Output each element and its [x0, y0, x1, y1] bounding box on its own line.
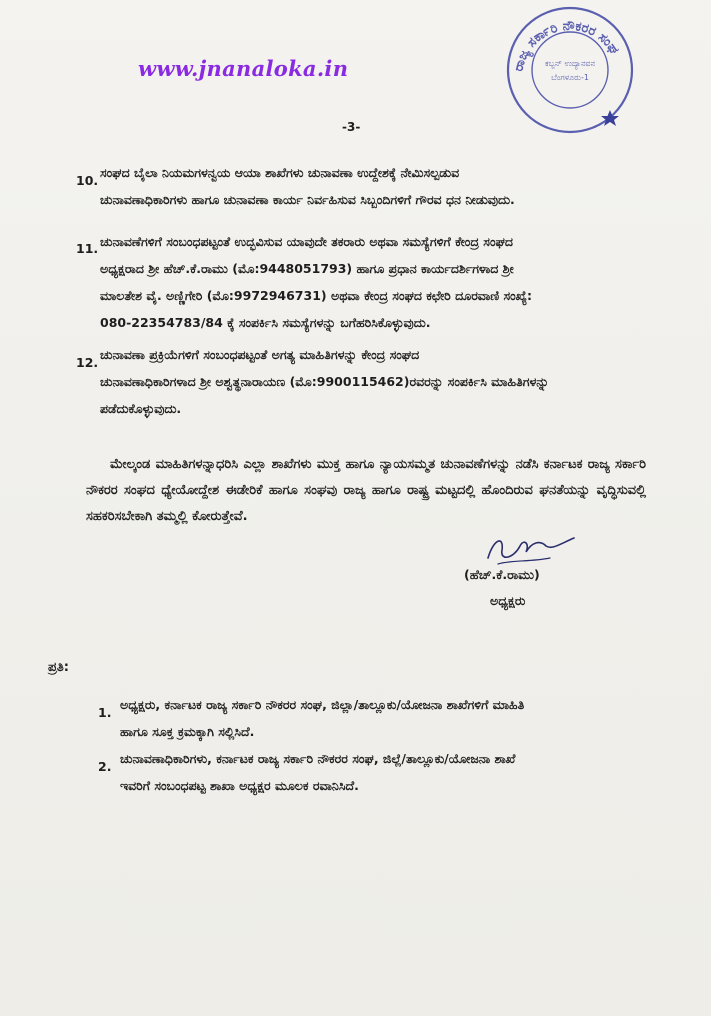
- item-line: ಮಾಲತೇಶ ವೈ. ಅಣ್ಣಿಗೇರಿ (ಮೊ:9972946731) ಅಥವಾ ಕೇಂದ್ರ ಸಂಘದ ಕಛೇರಿ ದೂರವಾಣಿ ಸಂಖ್ಯೆ:: [100, 288, 532, 303]
- official-seal: [500, 0, 640, 140]
- copy-item-2: [120, 745, 665, 799]
- item-number: 11.: [76, 241, 99, 256]
- seal-outer-text: ರಾಜ್ಯ ಸರ್ಕಾರಿ ನೌಕರರ ಸಂಘ: [511, 18, 622, 73]
- item-line: ಅಧ್ಯಕ್ಷರಾದ ಶ್ರೀ ಹೆಚ್.ಕೆ.ರಾಮು (ಮೊ:9448051793) ಹಾಗೂ ಪ್ರಧಾನ ಕಾರ್ಯದರ್ಶಿಗಳಾದ ಶ್ರೀ: [100, 261, 514, 276]
- item-line: ಚುನಾವಣಾಧಿಕಾರಿಗಳು ಹಾಗೂ ಚುನಾವಣಾ ಕಾರ್ಯ ನಿರ್ವಹಿಸುವ ಸಿಬ್ಬಂದಿಗಳಿಗೆ ಗೌರವ ಧನ ನೀಡುವುದು.: [100, 192, 515, 207]
- copy-line: ಚುನಾವಣಾಧಿಕಾರಿಗಳು, ಕರ್ನಾಟಕ ರಾಜ್ಯ ಸರ್ಕಾರಿ ನೌಕರರ ಸಂಘ, ಜಿಲ್ಲೆ/ತಾಲ್ಲೂಕು/ಯೋಜನಾ ಶಾಖೆ: [120, 751, 516, 766]
- item-line: ಚುನಾವಣೆಗಳಿಗೆ ಸಂಬಂಧಪಟ್ಟಂತೆ ಉದ್ಭವಿಸುವ ಯಾವುದೇ ತಕರಾರು ಅಥವಾ ಸಮಸ್ಯೆಗಳಿಗೆ ಕೇಂದ್ರ ಸಂಘದ: [100, 234, 513, 249]
- copy-item-1: [120, 691, 665, 745]
- copy-line: ಇವರಿಗೆ ಸಂಬಂಧಪಟ್ಟ ಶಾಖಾ ಅಧ್ಯಕ್ಷರ ಮೂಲಕ ರವಾನಿಸಿದೆ.: [120, 778, 359, 793]
- list-item-10: [100, 159, 660, 213]
- watermark-url: www.jnanaloka.in: [138, 56, 349, 81]
- item-line: ಪಡೆದುಕೊಳ್ಳುವುದು.: [100, 401, 182, 416]
- signature-scribble: [480, 528, 580, 572]
- item-number: 12.: [76, 355, 99, 370]
- seal-inner-ring: [532, 32, 608, 108]
- signatory-title: ಅಧ್ಯಕ್ಷರು: [490, 593, 526, 608]
- item-line: ಸಂಘದ ಬೈಲಾ ನಿಯಮಗಳನ್ವಯ ಆಯಾ ಶಾಖೆಗಳು ಚುನಾವಣಾ ಉದ್ದೇಶಕ್ಕೆ ನೇಮಿಸಲ್ಪಡುವ: [100, 165, 460, 180]
- copy-to-label: ಪ್ರತಿ:: [48, 660, 69, 675]
- copy-item-number: 2.: [98, 759, 112, 774]
- signatory-name: (ಹೆಚ್.ಕೆ.ರಾಮು): [464, 567, 540, 582]
- seal-inner-line1: ಕಬ್ಬನ್ ಉದ್ಯಾನವನ: [544, 59, 596, 68]
- copy-line: ಹಾಗೂ ಸೂಕ್ತ ಕ್ರಮಕ್ಕಾಗಿ ಸಲ್ಲಿಸಿದೆ.: [120, 724, 255, 739]
- page-number: -3-: [342, 120, 361, 134]
- list-item-12: [100, 341, 660, 422]
- list-item-11: [100, 228, 660, 336]
- copy-line: ಅಧ್ಯಕ್ಷರು, ಕರ್ನಾಟಕ ರಾಜ್ಯ ಸರ್ಕಾರಿ ನೌಕರರ ಸಂಘ, ಜಿಲ್ಲಾ/ತಾಲ್ಲೂಕು/ಯೋಜನಾ ಶಾಖೆಗಳಿಗೆ ಮಾಹಿತಿ: [120, 697, 525, 712]
- item-line: ಚುನಾವಣಾಧಿಕಾರಿಗಳಾದ ಶ್ರೀ ಅಶ್ವತ್ಥನಾರಾಯಣ (ಮೊ:9900115462)ರವರನ್ನು ಸಂಪರ್ಕಿಸಿ ಮಾಹಿತಿಗಳನ್ನು: [100, 374, 549, 389]
- item-line: 080-22354783/84 ಕ್ಕೆ ಸಂಪರ್ಕಿಸಿ ಸಮಸ್ಯೆಗಳನ್ನು ಬಗೆಹರಿಸಿಕೊಳ್ಳುವುದು.: [100, 315, 431, 330]
- closing-paragraph: ಮೇಲ್ಕಂಡ ಮಾಹಿತಿಗಳನ್ನಾಧರಿಸಿ ಎಲ್ಲಾ ಶಾಖೆಗಳು ಮುಕ್ತ ಹಾಗೂ ನ್ಯಾಯಸಮ್ಮತ ಚುನಾವಣೆಗಳನ್ನು ನಡೆಸಿ ಕರ್ನಾಟಕ ರಾಜ್ಯ ಸರ್ಕಾರಿ ನೌಕರರ ಸಂಘದ ಧ್ಯೇಯೋದ್ದೇಶ ಈಡೇರಿಕೆ ಹಾಗೂ ಸಂಘವು ರಾಜ್ಯ ಹಾಗೂ ರಾಷ್ಟ್ರ ಮಟ್ಟದಲ್ಲಿ ಹೊಂದಿರುವ ಘನತೆಯನ್ನು ವೃದ್ಧಿಸುವಲ್ಲಿ ಸಹಕರಿಸಬೇಕಾಗಿ ತಮ್ಮಲ್ಲಿ ಕೋರುತ್ತೇವೆ.: [86, 457, 646, 524]
- copy-item-number: 1.: [98, 705, 112, 720]
- item-line: ಚುನಾವಣಾ ಪ್ರಕ್ರಿಯೆಗಳಿಗೆ ಸಂಬಂಧಪಟ್ಟಂತೆ ಅಗತ್ಯ ಮಾಹಿತಿಗಳನ್ನು ಕೇಂದ್ರ ಸಂಘದ: [100, 347, 420, 362]
- item-number: 10.: [76, 173, 99, 188]
- seal-inner-line2: ಬೆಂಗಳೂರು-1: [551, 73, 589, 82]
